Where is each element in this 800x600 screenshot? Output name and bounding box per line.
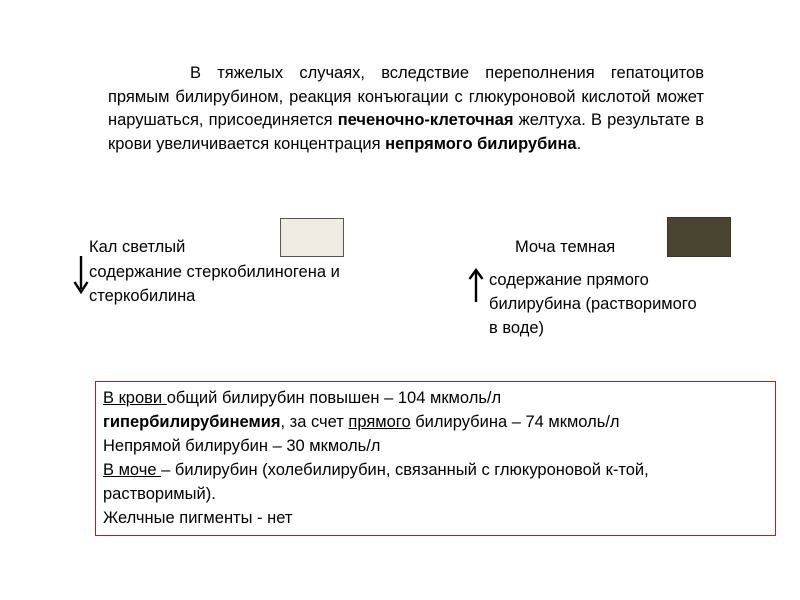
box-line-blood bbox=[103, 386, 767, 410]
arrow-up-icon bbox=[468, 268, 484, 304]
urine-line-2: билирубина (растворимого bbox=[489, 295, 697, 313]
results-box bbox=[95, 381, 776, 536]
stool-line-1: содержание стеркобилиногена и bbox=[89, 263, 340, 281]
intro-text-3: . bbox=[576, 134, 582, 153]
intro-text-2: желтуха. В результате в крови увеличивается концентрация bbox=[108, 111, 704, 153]
urine-line-1: содержание прямого bbox=[489, 271, 649, 289]
urine-line-3: в воде) bbox=[489, 319, 545, 337]
intro-text-1: В тяжелых случаях, вследствие переполнения гепатоцитов прямым билирубином, реакция конъюгации с глюкуроновой кислотой может нарушаться, присоединяется bbox=[108, 64, 704, 129]
stool-title: Кал светлый bbox=[89, 238, 186, 256]
box-direct-value: билирубина – 74 мкмоль/л bbox=[410, 413, 620, 431]
box-urine-text: – билирубин (холебилирубин, связанный с глюкуроновой к-той, bbox=[161, 461, 649, 479]
box-direct-label: прямого bbox=[348, 413, 411, 431]
box-line-indirect: Непрямой билирубин – 30 мкмоль/л bbox=[103, 437, 381, 455]
intro-paragraph bbox=[108, 62, 704, 156]
intro-bold-indirect-bilirubin: непрямого билирубина bbox=[385, 134, 577, 153]
box-line-soluble: растворимый). bbox=[103, 485, 216, 503]
box-blood-label: В крови bbox=[103, 389, 167, 407]
box-line-hyperbilirubinemia bbox=[103, 410, 767, 434]
box-text: , за счет bbox=[280, 413, 349, 431]
box-line-pigments: Желчные пигменты - нет bbox=[103, 509, 293, 527]
urine-color-swatch bbox=[667, 217, 731, 257]
box-urine-label: В моче bbox=[103, 461, 162, 479]
box-hyperbilirubinemia: гипербилирубинемия bbox=[103, 413, 281, 431]
intro-bold-hepatocellular: печеночно-клеточная bbox=[337, 111, 514, 129]
urine-title: Моча темная bbox=[515, 238, 616, 256]
stool-line-2: стеркобилина bbox=[89, 287, 196, 305]
box-total-bilirubin: общий билирубин повышен – 104 мкмоль/л bbox=[166, 389, 502, 407]
box-line-urine bbox=[103, 458, 767, 482]
stool-color-swatch bbox=[280, 218, 344, 257]
arrow-down-icon bbox=[73, 254, 89, 296]
